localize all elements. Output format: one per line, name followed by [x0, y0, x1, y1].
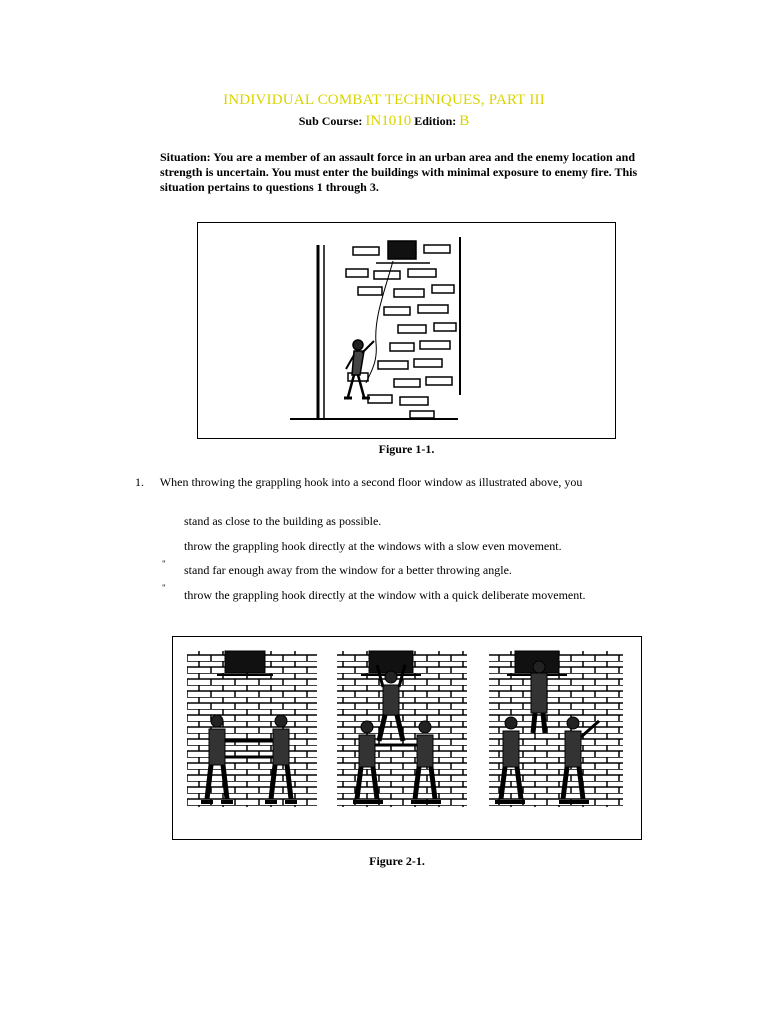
option-c-bullet: " — [162, 559, 166, 569]
option-b[interactable]: throw the grappling hook directly at the windows with a slow even movement. — [184, 539, 562, 553]
figure-2-1-caption: Figure 2-1. — [369, 854, 425, 868]
document-title: INDIVIDUAL COMBAT TECHNIQUES, PART III — [223, 92, 545, 108]
figure-2-1-illustration — [172, 636, 642, 840]
option-a[interactable]: stand as close to the building as possible. — [184, 514, 382, 528]
edition-value: B — [459, 113, 470, 129]
panel-1 — [187, 651, 317, 807]
situation-paragraph: Situation: You are a member of an assault force in an urban area and the enemy location and strength is uncertain. You must enter the buildings with minimal exposure to enemy fire. This situation pertains to questions 1 through 3. — [160, 150, 638, 194]
question-1 — [135, 475, 582, 490]
question-text: When throwing the grappling hook into a second floor window as illustrated above, you — [159, 475, 583, 489]
edition-label: Edition: — [414, 114, 457, 128]
panel-2 — [337, 651, 467, 807]
panel-3 — [489, 651, 623, 807]
two-man-lift-illustration — [173, 637, 641, 839]
option-c[interactable]: stand far enough away from the window for a better throwing angle. — [184, 563, 512, 577]
climbing-soldier-illustration — [198, 223, 615, 438]
sub-course-value: IN1010 — [365, 113, 412, 129]
option-d-bullet: " — [162, 583, 166, 593]
figure-1-1-caption: Figure 1-1. — [378, 442, 435, 456]
option-d[interactable]: throw the grappling hook directly at the window with a quick deliberate movement. — [184, 588, 586, 602]
sub-course-label: Sub Course: — [298, 114, 363, 128]
sub-course-line — [0, 113, 768, 130]
figure-1-1-illustration — [197, 222, 616, 439]
question-number: 1. — [135, 475, 144, 489]
